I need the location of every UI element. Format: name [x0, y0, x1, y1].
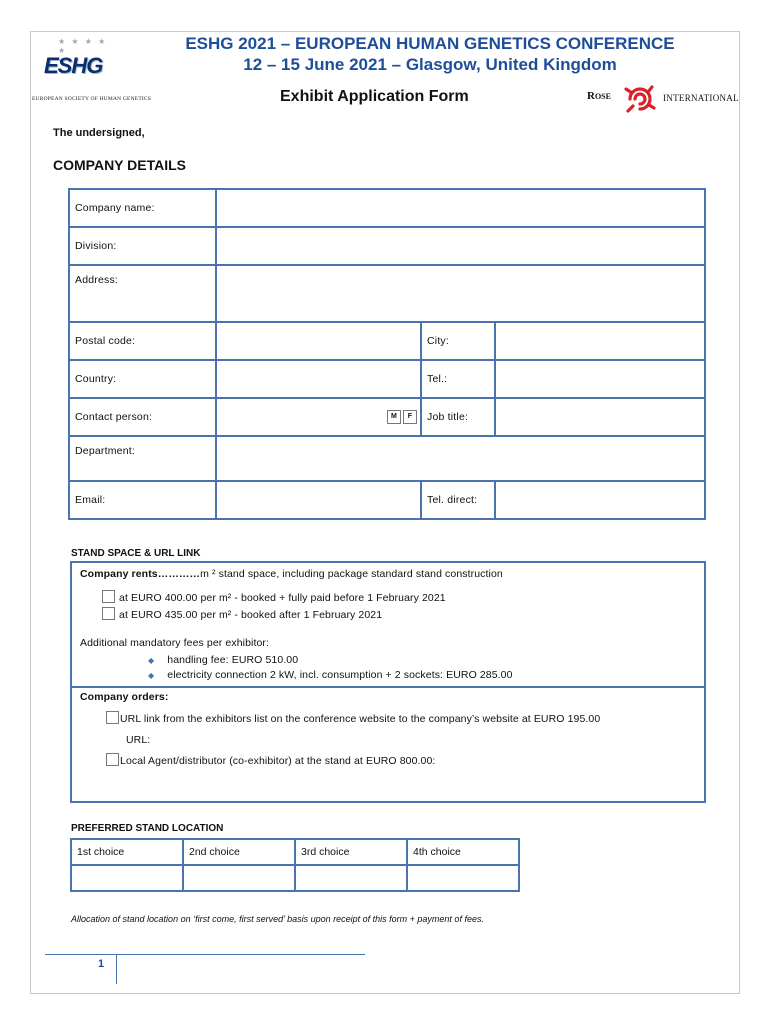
bullet-diamond-icon: ◆: [148, 656, 155, 665]
eshg-logo-subtitle: EUROPEAN SOCIETY OF HUMAN GENETICS: [32, 96, 152, 102]
allocation-note: Allocation of stand location on ‘first come, first served’ basis upon receipt of this form + payment of fees.: [71, 914, 484, 924]
logo-stars: ★ ★ ★ ★ ★: [58, 37, 108, 55]
option-late: [102, 607, 382, 621]
email-label: Email:: [69, 481, 216, 519]
department-label: Department:: [69, 436, 216, 481]
fee-handling-label: handling fee: EURO 510.00: [167, 654, 299, 666]
contact-person-field[interactable]: [216, 398, 421, 436]
order-url: [106, 711, 600, 725]
company-orders-heading: Company orders:: [80, 691, 169, 703]
order-agent-checkbox[interactable]: [106, 753, 119, 766]
choice-2-field[interactable]: [183, 865, 295, 891]
email-field[interactable]: [216, 481, 421, 519]
address-field[interactable]: [216, 265, 705, 322]
tel-label: Tel.:: [421, 360, 495, 398]
city-field[interactable]: [495, 322, 705, 360]
postal-code-label: Postal code:: [69, 322, 216, 360]
option-early-checkbox[interactable]: [102, 590, 115, 603]
contact-person-label: Contact person:: [69, 398, 216, 436]
preferred-location-table: [70, 838, 520, 892]
order-agent-label: Local Agent/distributor (co-exhibitor) at the stand at EURO 800.00:: [120, 755, 436, 767]
option-late-label: at EURO 435.00 per m² - booked after 1 February 2021: [119, 609, 383, 621]
fee-handling: [148, 654, 298, 666]
company-name-label: Company name:: [69, 189, 216, 227]
job-title-field[interactable]: [495, 398, 705, 436]
rose-brand-text: Rose: [587, 90, 611, 102]
footer-vertical-bar: [116, 954, 117, 984]
eshg-logo: ESHG: [44, 53, 103, 78]
choice-3-field[interactable]: [295, 865, 407, 891]
international-brand-text: INTERNATIONAL: [663, 93, 739, 103]
choice-1-label: 1st choice: [71, 839, 183, 865]
rents-bold: Company rents…………: [80, 568, 201, 580]
company-details-title: COMPANY DETAILS: [53, 157, 187, 173]
gender-f-checkbox[interactable]: F: [403, 410, 417, 424]
tel-direct-field[interactable]: [495, 481, 705, 519]
rose-logo-icon: [622, 82, 658, 116]
fee-electricity: [148, 669, 513, 681]
company-details-table: [68, 188, 706, 520]
stand-space-box: [70, 561, 706, 803]
footer-divider: [45, 954, 365, 955]
address-label: Address:: [69, 265, 216, 322]
order-agent: [106, 753, 435, 767]
additional-fees-label: Additional mandatory fees per exhibitor:: [80, 637, 270, 649]
rents-rest: m ² stand space, including package standard stand construction: [200, 568, 503, 580]
choice-4-label: 4th choice: [407, 839, 519, 865]
department-field[interactable]: [216, 436, 705, 481]
page-number: 1: [98, 958, 105, 970]
choice-3-label: 3rd choice: [295, 839, 407, 865]
order-url-checkbox[interactable]: [106, 711, 119, 724]
option-early: [102, 590, 446, 604]
conference-dates: 12 – 15 June 2021 – Glasgow, United Kingdom: [243, 55, 617, 74]
stand-space-heading: STAND SPACE & URL LINK: [71, 548, 201, 559]
company-name-field[interactable]: [216, 189, 705, 227]
section-divider: [72, 686, 704, 688]
tel-direct-label: Tel. direct:: [421, 481, 495, 519]
fee-electricity-label: electricity connection 2 kW, incl. consumption + 2 sockets: EURO 285.00: [167, 669, 513, 681]
rents-line: [80, 568, 503, 580]
option-early-label: at EURO 400.00 per m² - booked + fully paid before 1 February 2021: [119, 592, 446, 604]
country-field[interactable]: [216, 360, 421, 398]
url-label: URL:: [126, 734, 151, 746]
choice-2-label: 2nd choice: [183, 839, 295, 865]
option-late-checkbox[interactable]: [102, 607, 115, 620]
tel-field[interactable]: [495, 360, 705, 398]
job-title-label: Job title:: [421, 398, 495, 436]
choice-1-field[interactable]: [71, 865, 183, 891]
intro-text: The undersigned,: [53, 127, 145, 139]
country-label: Country:: [69, 360, 216, 398]
city-label: City:: [421, 322, 495, 360]
division-field[interactable]: [216, 227, 705, 265]
postal-code-field[interactable]: [216, 322, 421, 360]
division-label: Division:: [69, 227, 216, 265]
bullet-diamond-icon: ◆: [148, 671, 155, 680]
conference-name: ESHG 2021 – EUROPEAN HUMAN GENETICS CONFERENCE: [185, 34, 675, 53]
form-title: Exhibit Application Form: [280, 88, 469, 105]
gender-selector: [385, 410, 417, 424]
preferred-location-heading: PREFERRED STAND LOCATION: [71, 823, 224, 834]
conference-title: [150, 33, 710, 75]
order-url-label: URL link from the exhibitors list on the conference website to the company’s website at EURO 195.00: [120, 713, 601, 725]
gender-m-checkbox[interactable]: M: [387, 410, 401, 424]
choice-4-field[interactable]: [407, 865, 519, 891]
